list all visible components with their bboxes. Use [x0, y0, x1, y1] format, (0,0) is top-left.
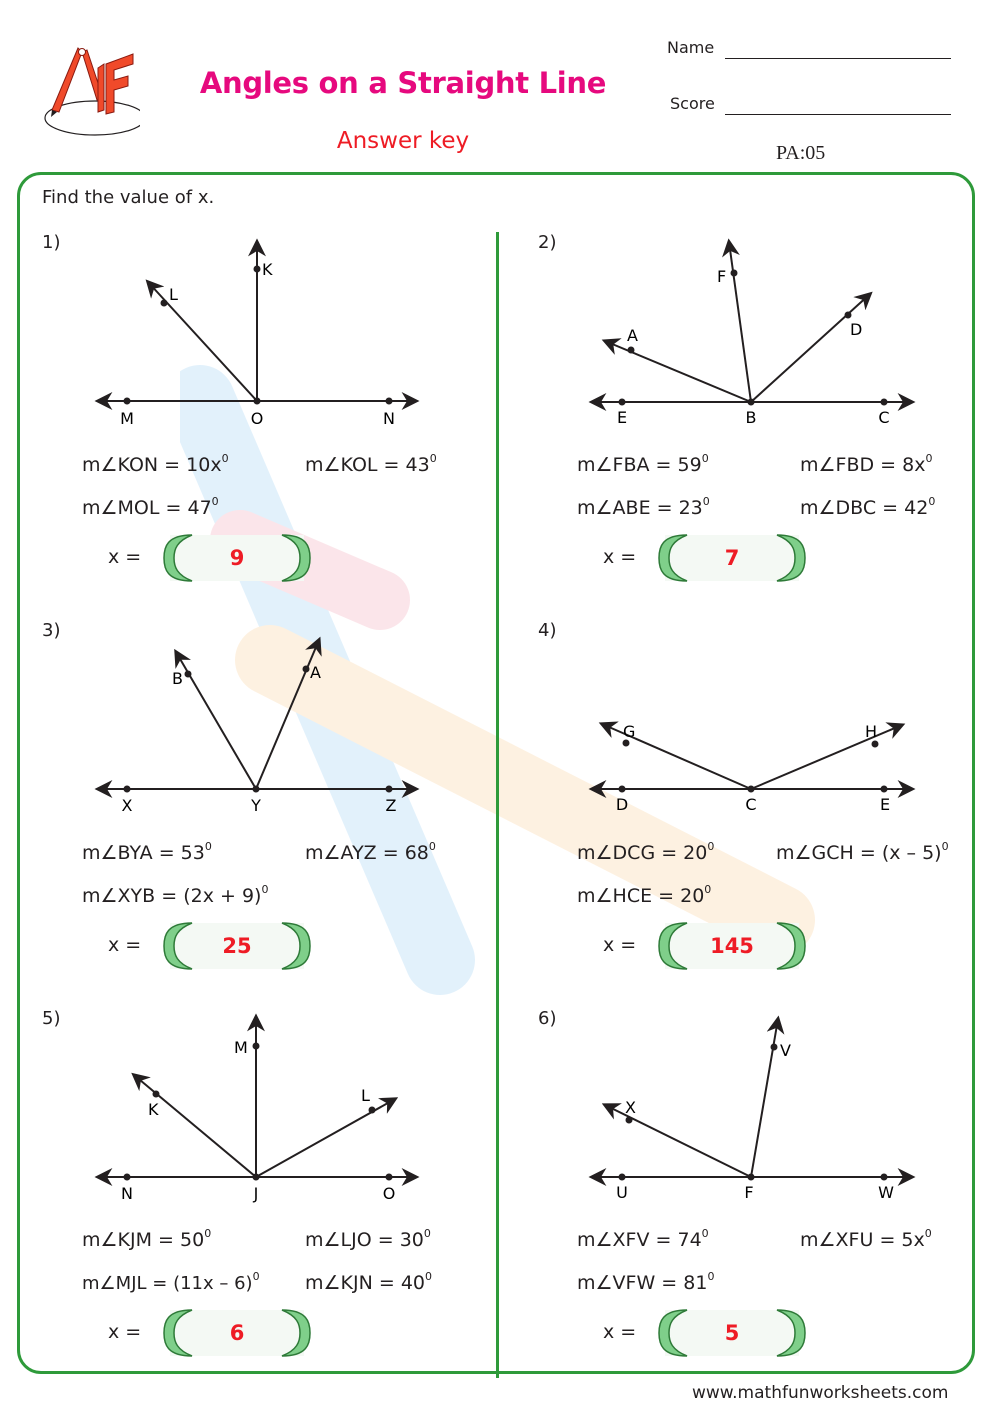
svg-text:D: D: [615, 795, 629, 814]
given-angle: m∠FBD = $8x^0$: [800, 452, 933, 476]
svg-text:C: C: [878, 408, 890, 427]
svg-text:L: L: [361, 1086, 370, 1105]
page-code: PA:05: [776, 142, 826, 164]
given-angle: m∠XFV = $74^0$: [577, 1227, 709, 1251]
answer-label: x =: [603, 934, 637, 956]
problem-number: 3): [42, 620, 61, 641]
answer-label: x =: [603, 1321, 637, 1343]
svg-text:V: V: [780, 1041, 791, 1060]
svg-text:J: J: [253, 1184, 259, 1203]
svg-text:A: A: [310, 663, 321, 682]
svg-text:F: F: [717, 267, 727, 286]
svg-text:E: E: [616, 408, 628, 427]
answer-value: 25: [222, 934, 252, 958]
angle-diagram-4: [495, 620, 995, 820]
point-label: K: [262, 260, 273, 279]
svg-text:Y: Y: [251, 796, 261, 815]
given-angle: m∠KJN = $40^0$: [305, 1270, 433, 1294]
answer-value: 145: [710, 934, 754, 958]
angle-diagram-3: [0, 620, 500, 820]
angle-diagram-5: [0, 1005, 500, 1205]
problem-number: 5): [42, 1008, 61, 1029]
given-angle: m∠DCG = $20^0$: [577, 840, 715, 864]
svg-text:O: O: [382, 1184, 396, 1203]
answer-box[interactable]: [657, 533, 807, 583]
given-angle: m∠MJL = (11x – 6)$^0$: [82, 1270, 260, 1294]
svg-text:X: X: [625, 1098, 636, 1117]
name-field[interactable]: [725, 58, 951, 59]
angle-diagram-6: [495, 1005, 995, 1205]
given-angle: m∠XFU = $5x^0$: [800, 1227, 932, 1251]
given-angle: m∠VFW = $81^0$: [577, 1270, 715, 1294]
given-angle: m∠KOL = $43^0$: [305, 452, 437, 476]
answer-label: x =: [108, 934, 142, 956]
answer-value: 9: [229, 546, 245, 570]
svg-text:X: X: [121, 796, 133, 815]
given-angle: m∠XYB = $(2x + 9)^0$: [82, 883, 269, 907]
problem-number: 1): [42, 232, 61, 253]
svg-text:D: D: [850, 320, 863, 339]
answer-box[interactable]: [162, 921, 312, 971]
svg-text:N: N: [121, 1184, 133, 1203]
answer-value: 6: [229, 1321, 245, 1345]
svg-text:E: E: [879, 795, 891, 814]
answer-label: x =: [108, 1321, 142, 1343]
given-angle: m∠BYA = $53^0$: [82, 840, 212, 864]
svg-text:H: H: [865, 722, 878, 741]
given-angle: m∠GCH = (x – 5)$^0$: [776, 840, 949, 864]
given-angle: m∠HCE = $20^0$: [577, 883, 712, 907]
point-label: N: [383, 409, 395, 428]
svg-text:Z: Z: [385, 796, 397, 815]
given-angle: m∠ABE = $23^0$: [577, 495, 710, 519]
answer-value: 7: [724, 546, 740, 570]
point-label: O: [250, 409, 264, 428]
svg-text:W: W: [878, 1183, 894, 1202]
given-angle: m∠MOL = $47^0$: [82, 495, 219, 519]
score-field[interactable]: [725, 114, 951, 115]
given-angle: m∠LJO = $30^0$: [305, 1227, 431, 1251]
point-label: M: [120, 409, 134, 428]
answer-key-label: Answer key: [336, 128, 470, 154]
svg-text:B: B: [172, 669, 183, 688]
answer-box[interactable]: [657, 1308, 807, 1358]
name-label: Name: [667, 38, 715, 57]
answer-box[interactable]: [162, 1308, 312, 1358]
worksheet-title: Angles on a Straight Line: [199, 66, 607, 100]
angle-diagram-1: [0, 230, 500, 430]
svg-text:G: G: [623, 722, 636, 741]
given-angle: m∠DBC = $42^0$: [800, 495, 936, 519]
answer-box[interactable]: [162, 533, 312, 583]
svg-text:B: B: [745, 408, 757, 427]
given-angle: m∠FBA = $59^0$: [577, 452, 709, 476]
score-label: Score: [670, 94, 715, 113]
answer-value: 5: [724, 1321, 740, 1345]
svg-text:U: U: [616, 1183, 628, 1202]
angle-diagram-2: [495, 230, 995, 430]
website-link[interactable]: www.mathfunworksheets.com: [692, 1383, 949, 1403]
svg-text:A: A: [627, 326, 638, 345]
given-angle: m∠KJM = $50^0$: [82, 1227, 212, 1251]
svg-text:M: M: [234, 1038, 248, 1057]
answer-label: x =: [603, 546, 637, 568]
problem-number: 4): [538, 620, 557, 641]
problem-number: 6): [538, 1008, 557, 1029]
svg-text:K: K: [148, 1100, 159, 1119]
given-angle: m∠KON = $10x^0$: [82, 452, 229, 476]
svg-text:C: C: [745, 795, 757, 814]
answer-label: x =: [108, 546, 142, 568]
problem-number: 2): [538, 232, 557, 253]
svg-text:F: F: [744, 1183, 754, 1202]
answer-box[interactable]: [657, 921, 807, 971]
given-angle: m∠AYZ = $68^0$: [305, 840, 436, 864]
point-label: L: [169, 285, 178, 304]
instructions: Find the value of x.: [42, 187, 215, 208]
